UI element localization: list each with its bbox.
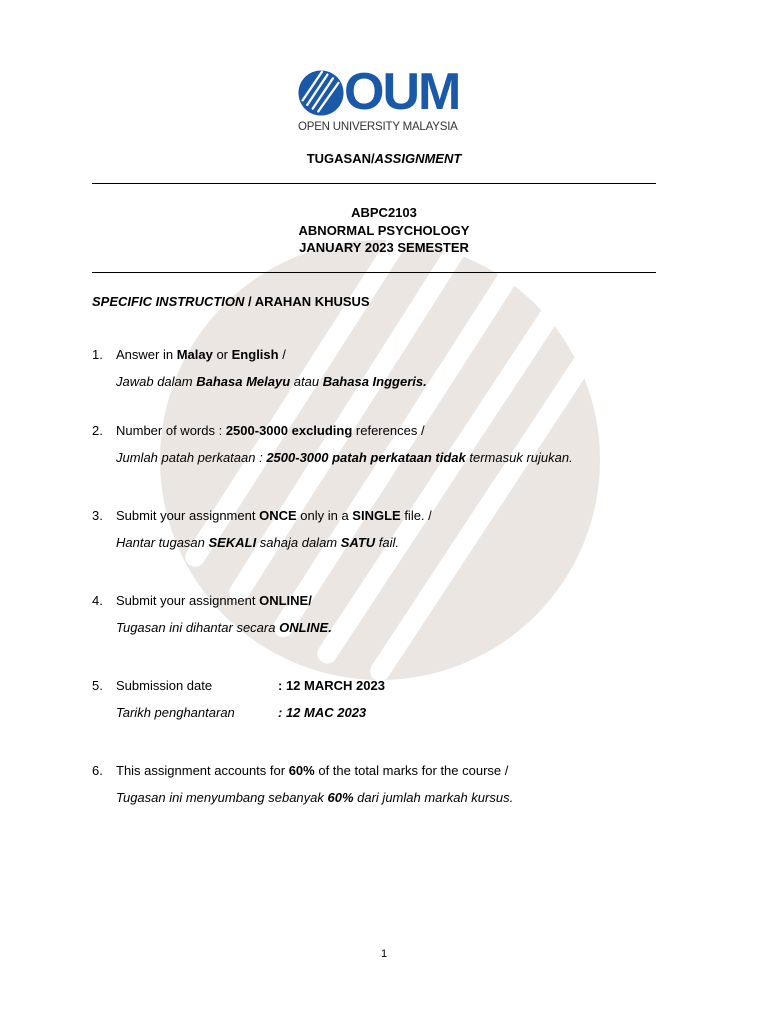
submission-date-label: Submission date [116,678,213,693]
item-number: 5. [92,678,103,693]
item-number: 3. [92,508,103,523]
submission-date-value-malay: : 12 MAC 2023 [278,705,367,720]
oum-logo [298,63,470,134]
course-code: ABPC2103 [351,205,417,220]
title-malay: TUGASAN/ [306,151,375,166]
divider-top [92,183,656,184]
item-text-english: Answer in Malay or English / [116,347,286,362]
course-name: ABNORMAL PSYCHOLOGY [298,223,470,238]
oum-globe-icon [298,70,344,116]
item-text-english: Number of words : 2500-3000 excluding references / [116,423,425,438]
logo-wordmark: OUM [344,63,460,121]
item-number: 4. [92,593,103,608]
item-number: 1. [92,347,103,362]
item-text-malay: Jumlah patah perkataan : 2500-3000 patah perkataan tidak termasuk rujukan. [116,450,573,465]
item-text-english: Submit your assignment ONCE only in a SINGLE file. / [116,508,432,523]
item-text-english: Submit your assignment ONLINE/ [116,593,312,608]
submission-date-value: : 12 MARCH 2023 [278,678,385,693]
instruction-heading-separator: / [244,294,255,309]
item-number: 6. [92,763,103,778]
page-number: 1 [380,948,388,960]
item-text-malay: Jawab dalam Bahasa Melayu atau Bahasa Inggeris. [116,374,427,389]
logo-subtitle: OPEN UNIVERSITY MALAYSIA [298,121,458,133]
item-text-malay: Tugasan ini dihantar secara ONLINE. [116,620,332,635]
item-text-malay: Hantar tugasan SEKALI sahaja dalam SATU fail. [116,535,400,550]
page-title [0,151,768,166]
instruction-heading-malay: ARAHAN KHUSUS [254,294,370,309]
course-semester: JANUARY 2023 SEMESTER [299,240,469,255]
instruction-heading [92,294,370,309]
item-text-malay: Tugasan ini menyumbang sebanyak 60% dari jumlah markah kursus. [116,790,514,805]
submission-date-label-malay: Tarikh penghantaran [116,705,235,720]
item-number: 2. [92,423,103,438]
item-text-english: This assignment accounts for 60% of the total marks for the course / [116,763,509,778]
divider-bottom [92,272,656,273]
instruction-heading-english: SPECIFIC INSTRUCTION [92,294,245,309]
title-english: ASSIGNMENT [374,151,462,166]
